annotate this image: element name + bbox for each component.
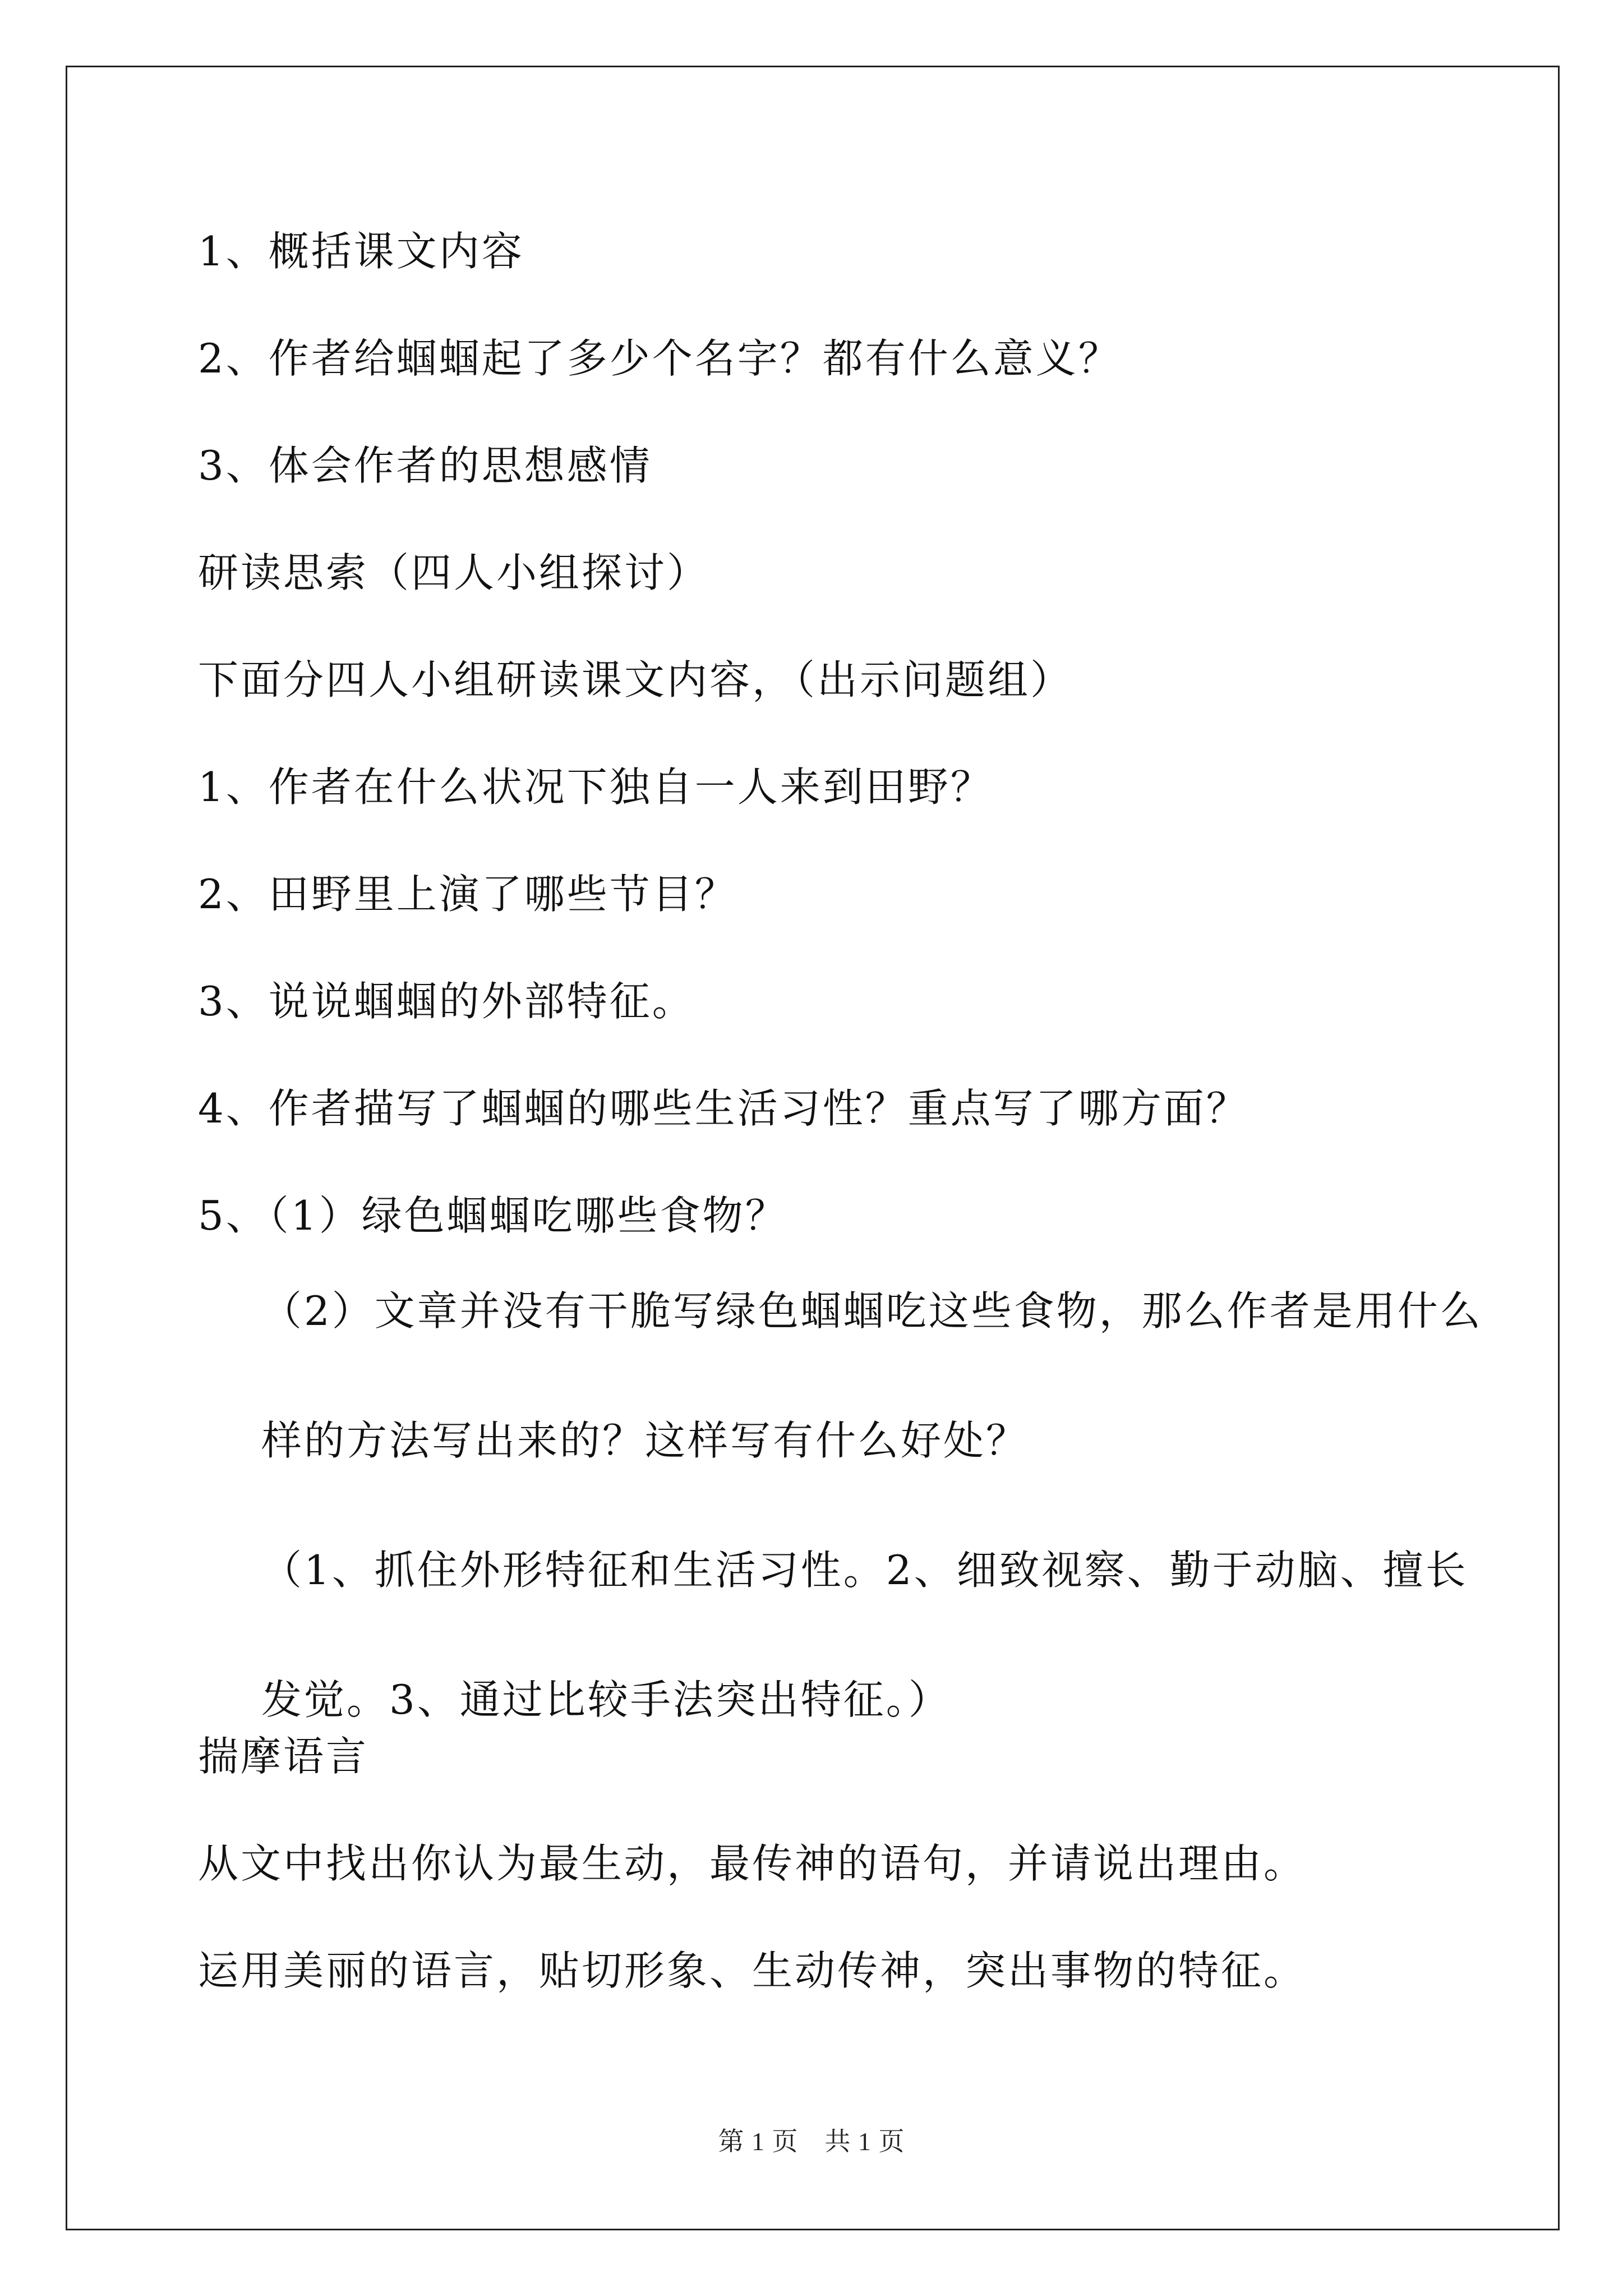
- paragraph: 从文中找出你认为最生动，最传神的语句，并请说出理由。: [198, 1840, 1307, 1887]
- section-heading: 揣摩语言: [198, 1733, 369, 1780]
- section-heading: 研读思索（四人小组探讨）: [198, 549, 710, 596]
- page-number-label: 第 1 页 共 1 页: [718, 2127, 905, 2156]
- page-border: [66, 66, 1560, 2230]
- paragraph: 3、体会作者的思想感情: [198, 442, 652, 489]
- paragraph-line-2: [261, 1542, 1548, 1765]
- paragraph-text: （1、抓住外形特征和生活习性。2、细致视察、勤于动脑、擅长发觉。3、通过比较手法突出特征。）: [261, 1547, 1468, 1723]
- paragraph: 5、（1）绿色蝈蝈吃哪些食物？: [198, 1192, 788, 1239]
- paragraph: 1、作者在什么状况下独自一人来到田野？: [198, 763, 993, 811]
- paragraph: 1、概括课文内容: [198, 228, 524, 275]
- paragraph: 2、作者给蝈蝈起了多少个名字？都有什么意义？: [198, 335, 1121, 382]
- paragraph: 运用美丽的语言，贴切形象、生动传神，突出事物的特征。: [198, 1947, 1307, 1994]
- paragraph: 2、田野里上演了哪些节目？: [198, 871, 737, 918]
- paragraph-text: （2）文章并没有干脆写绿色蝈蝈吃这些食物，那么作者是用什么样的方法写出来的？这样写有什么好处？: [261, 1287, 1483, 1464]
- paragraph: 3、说说蝈蝈的外部特征。: [198, 978, 695, 1025]
- paragraph: 下面分四人小组研读课文内容，（出示问题组）: [198, 656, 1073, 703]
- paragraph-line-1: [261, 1283, 1548, 1506]
- page-footer: [0, 2125, 1623, 2159]
- paragraph: 4、作者描写了蝈蝈的哪些生活习性？重点写了哪方面？: [198, 1085, 1249, 1132]
